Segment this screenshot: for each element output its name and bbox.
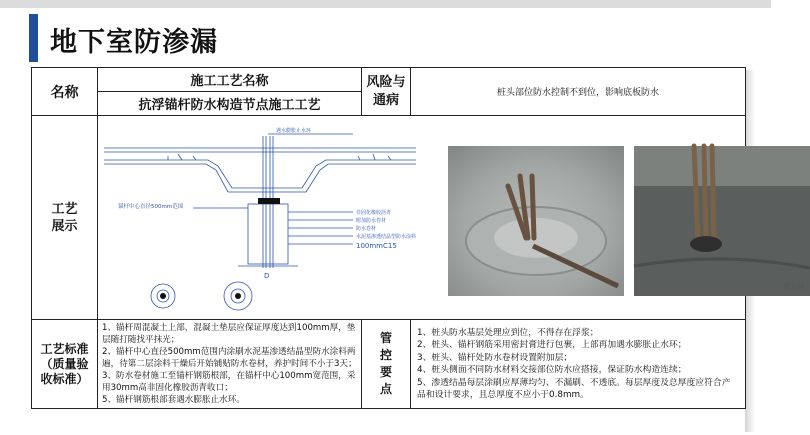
standard-step: 5、锚杆钢筋根部套遇水膨胀止水环。 [102,395,245,405]
control-point: 4、桩头侧面不同防水材料交接部位防水应搭接，保证防水构造连续； [417,365,687,375]
control-label: 管控要点 [362,320,411,409]
name-label: 名称 [32,68,98,116]
standard-step: 1、锚杆周混凝土上部，混凝土垫层应保证厚度达到100mm厚，垫层随打随找平抹光； [102,323,356,345]
callout-text: 防水卷材 [356,226,377,232]
callout-text: 非固化橡胶沥青 [356,210,392,216]
callout-text: 水泥基渗透结晶型防水涂料 [356,234,417,240]
standard-steps [98,320,362,409]
control-point: 3、桩头、锚杆处防水卷材设置附加层； [417,352,573,363]
standard-label: 工艺标准（质量验收标准） [32,320,98,409]
callout-text: 附加防水卷材 [356,218,387,224]
drawing-label-thickness: 100mmC15 [356,242,397,250]
photo-anchor-membrane [634,146,810,296]
control-point: 2、桩头、锚杆钢筋采用密封膏进行包裹，上部再加遇水膨胀止水环； [417,340,687,350]
photo-anchor-coating [448,146,624,296]
drawing-label-dim: D [264,272,270,280]
slide-title: 地下室防渗漏 [50,27,218,58]
display-cell [98,116,804,320]
watermark-text: 筑龙网 [783,283,804,291]
standard-step: 3、防水卷材施工至锚杆钢筋根部，在锚杆中心100mm宽范围，采用30mm高非固化橡胶沥青收口； [102,371,356,393]
process-table [31,67,804,409]
standard-step: 2、锚杆中心直径500mm范围内涂刷水泥基渗透结晶型防水涂料两遍，待第二层涂料干燥后开始铺贴防水卷材，养护时间不小于3天； [102,347,357,369]
title-accent-bar [29,14,38,62]
callout-text: 遇水膨胀止水环 [276,128,312,134]
process-name-header: 施工工艺名称 [98,68,362,92]
process-name-value: 抗浮锚杆防水构造节点施工工艺 [98,92,362,116]
control-points [411,320,746,409]
risk-label: 风险与通病 [362,68,411,116]
display-label: 工艺展示 [32,116,98,320]
top-bar [0,0,771,8]
drawing-label-left: 锚杆中心直径500mm范围 [118,204,184,210]
anchor-detail-drawing [98,116,428,320]
control-point: 5、渗透结晶每层涂刷应厚薄均匀、不漏刷、不透底。每层厚度及总厚度应符合产品和设计要求，且总厚度不应小于0.8mm。 [417,377,731,400]
control-point: 1、桩头防水基层处理应到位，不得存在浮浆； [417,327,599,338]
risk-value: 桩头部位防水控制不到位，影响底板防水 [411,68,746,116]
